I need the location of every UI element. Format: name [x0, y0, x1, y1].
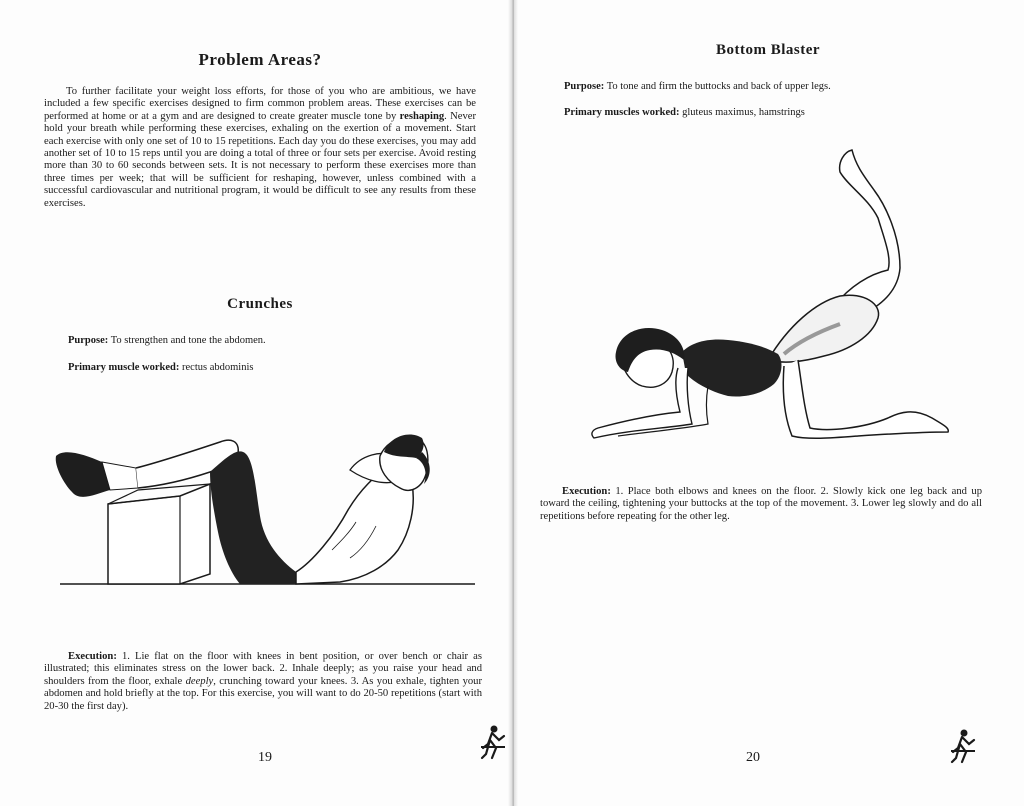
muscle-label: Primary muscle worked: [68, 362, 180, 373]
intro-text-end: . Never hold your breath while performing these exercises, exhaling on the exertion of a movement. Start each exercise with only one set of 10 to 15 repetitions. Each day you do these exercises, you may add another set of 10 to 15 reps until you are doing a total of three or four sets per exercise. Avoid resting more than 30 to 60 seconds between sets. It is not necessary to perform these exercises more than three times per week; that will be sufficient for reshaping, however, unless combined with a successful cardiovascular and nutritional program, it would be difficult to see any results from these exercises. [44, 110, 476, 209]
purpose-text: To tone and firm the buttocks and back of upper legs. [606, 81, 831, 92]
execution-italic-term: deeply [185, 675, 214, 687]
execution-label: Execution: [68, 651, 117, 662]
execution-text: 1. Place both elbows and knees on the floor. 2. Slowly kick one leg back and up toward the ceiling, tightening your buttocks at the top of the movement. 3. Lower leg slowly and do all repetitions before repeating for the other leg. [540, 486, 982, 522]
execution-paragraph [540, 486, 982, 523]
execution-paragraph [44, 651, 482, 713]
intro-text-start: To further facilitate your weight loss efforts, for those of you who are ambitious, we have included a few specific exercises designed to firm common problem areas. These exercises can be performed at home or at a gym and are designed to create greater muscle tone by [44, 86, 476, 122]
muscle-line [68, 361, 488, 374]
execution-text-end: , crunching toward your knees. 3. As you exhale, tighten your abdomen and hold briefly at the top. For this exercise, you will want to do 20-50 repetitions (start with 20-30 the first day). [44, 675, 482, 712]
runner-logo-icon [480, 724, 506, 760]
muscle-text: rectus abdominis [182, 362, 254, 373]
bottom-blaster-illustration [588, 146, 958, 466]
right-page [518, 0, 1024, 806]
exercise-title: Crunches [227, 296, 293, 312]
runner-logo-icon [950, 728, 976, 764]
muscle-text: gluteus maximus, hamstrings [682, 107, 805, 118]
page-number: 19 [258, 750, 272, 765]
purpose-label: Purpose: [564, 81, 605, 92]
execution-label: Execution: [562, 486, 611, 497]
page-heading: Problem Areas? [198, 50, 322, 69]
exercise-title: Bottom Blaster [715, 42, 821, 58]
intro-bold-term: reshaping [399, 110, 445, 122]
intro-paragraph [44, 86, 476, 210]
muscle-label: Primary muscles worked: [564, 107, 680, 118]
purpose-line [564, 80, 1004, 93]
execution-text-start: 1. Lie flat on the floor with knees in bent position, or over bench or chair as illustrated; this eliminates stress on the lower back. 2. Inhale deeply; as you raise your head and shoulders from the floor, exhale [44, 651, 482, 687]
book-gutter [508, 0, 518, 806]
purpose-text: To strengthen and tone the abdomen. [110, 335, 266, 346]
purpose-line [68, 334, 488, 347]
left-page [0, 0, 508, 806]
muscle-line [564, 106, 1004, 119]
page-number: 20 [746, 750, 760, 765]
crunches-illustration [50, 432, 480, 592]
purpose-label: Purpose: [68, 335, 109, 346]
